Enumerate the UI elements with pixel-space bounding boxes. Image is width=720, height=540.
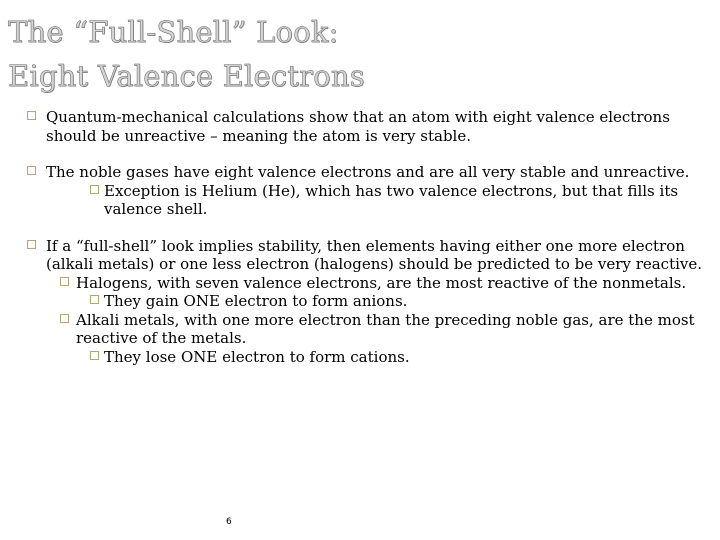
bullet-marker-icon [27, 166, 36, 175]
slide-title [8, 10, 365, 98]
bullet-3-sub-2-text: Alkali metals, with one more electron than the preceding noble gas, are the most reactive of the metals. [76, 310, 695, 347]
slide-body [24, 108, 704, 366]
bullet-3 [24, 237, 704, 274]
bullet-3-sub-1-text: Halogens, with seven valence electrons, are the most reactive of the nonmetals. [76, 273, 687, 292]
bullet-2-sub-text: Exception is Helium (He), which has two valence electrons, but that fills its valence shell. [104, 181, 679, 218]
page-number: 6 [226, 517, 232, 527]
bullet-3-sub-1-detail-text: They gain ONE electron to form anions. [104, 292, 408, 310]
bullet-marker-icon [90, 185, 99, 194]
bullet-1-text: Quantum-mechanical calculations show that an atom with eight valence electrons should be unreactive – meaning the atom is very stable. [46, 108, 670, 145]
bullet-marker-icon [27, 240, 36, 249]
bullet-2-text: The noble gases have eight valence electrons and are all very stable and unreactive. [46, 163, 690, 181]
bullet-3-sub-2-detail [24, 348, 704, 367]
bullet-3-sub-2 [24, 311, 704, 348]
bullet-2 [24, 163, 704, 182]
bullet-3-sub-1 [24, 274, 704, 293]
bullet-3-text: If a “full-shell” look implies stability, then elements having either one more electron (alkali metals) or one less electron (halogens) should be predicted to be very reactive. [46, 236, 703, 273]
bullet-1 [24, 108, 704, 145]
bullet-marker-icon [27, 111, 36, 120]
bullet-3-sub-1-detail [24, 292, 704, 311]
bullet-marker-icon [60, 314, 69, 323]
bullet-marker-icon [60, 277, 69, 286]
bullet-marker-icon [90, 295, 99, 304]
bullet-2-sub [24, 182, 704, 219]
bullet-marker-icon [90, 351, 99, 360]
title-line-2: Eight Valence Electrons [8, 59, 365, 93]
title-line-1: The “Full-Shell” Look: [8, 15, 339, 49]
bullet-3-sub-2-detail-text: They lose ONE electron to form cations. [104, 347, 410, 366]
